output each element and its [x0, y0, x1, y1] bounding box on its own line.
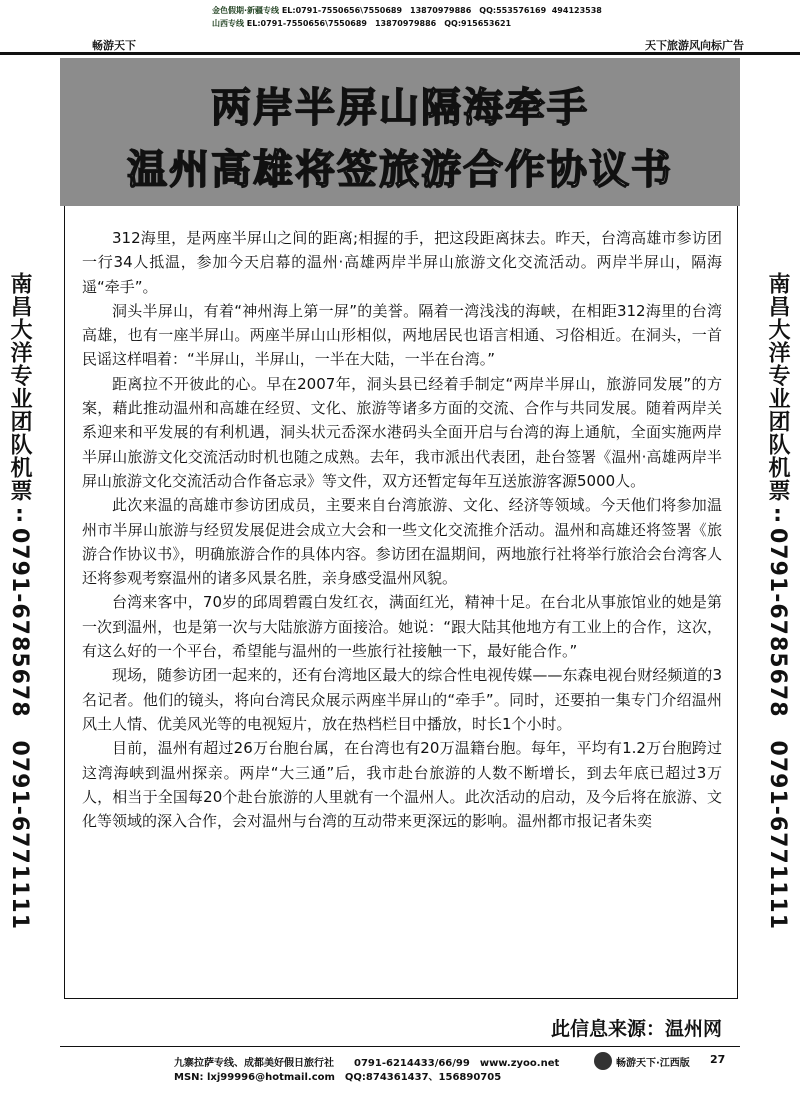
- side-ad-left-label: 南昌大洋专业团队机票:: [7, 272, 32, 528]
- article-source: 此信息来源：温州网: [550, 1018, 722, 1040]
- side-ad-left: [2, 272, 36, 930]
- side-ad-right-phones: 0791-6785678 0791-6771111: [765, 528, 790, 931]
- header-line1-tag: 金色假期·新疆专线: [212, 6, 280, 15]
- side-ad-right-label: 南昌大洋专业团队机票:: [765, 272, 790, 528]
- header-left-title: 畅游天下: [92, 39, 136, 52]
- article-paragraph: 台湾来客中，70岁的邱周碧霞白发红衣，满面红光，精神十足。在台北从事旅馆业的她是第一次到温州，也是第一次与大陆旅游方面接洽。她说：“跟大陆其他地方有工业上的合作，这次，有这么好的一个平台，希望能与温州的一些旅行社接触一下，最好能合作。”: [82, 593, 722, 661]
- article-paragraph: 现场，随参访团一起来的，还有台湾地区最大的综合性电视传媒——东森电视台财经频道的3名记者。他们的镜头，将向台湾民众展示两座半屏山的“牵手”。同时，还要拍一集专门介绍温州风土人情、优美风光等的电视短片，放在热档栏目中播放，时长1个小时。: [82, 666, 722, 733]
- page-number: 27: [710, 1053, 726, 1066]
- headline-line2: 温州高雄将签旅游合作协议书: [127, 147, 673, 193]
- article-paragraph: 距离拉不开彼此的心。早在2007年，洞头县已经着手制定“两岸半屏山，旅游同发展”的方案，藉此推动温州和高雄在经贸、文化、旅游等诸多方面的交流、合作与共同发展。随着两岸关系迎来和平发展的有利机遇，洞头状元岙深水港码头全面开启与台湾的海上通航，全面实施两岸半屏山旅游文化交流活动时机也随之成熟。去年，我市派出代表团，赴台签署《温州·高雄两岸半屏山旅游文化交流活动合作备忘录》等文件，双方还暂定每年互送旅游客源5000人。: [82, 374, 722, 490]
- footer-divider: [60, 1046, 740, 1047]
- header-line1: EL:0791-7550656\7550689 13870979886 QQ:553576169 494123538: [281, 6, 602, 15]
- footer-brand: 畅游天下·江西版: [616, 1058, 690, 1069]
- header-line2: EL:0791-7550656\7550689 13870979886 QQ:915653621: [246, 19, 512, 28]
- headline-line1: 两岸半屏山隔海牵手: [211, 85, 589, 131]
- article-body: [82, 226, 722, 833]
- side-ad-left-phones: 0791-6785678 0791-6771111: [7, 528, 32, 931]
- footer-bar: [0, 1046, 800, 1100]
- article-paragraph: 洞头半屏山，有着“神州海上第一屏”的美誉。隔着一湾浅浅的海峡，在相距312海里的台湾高雄，也有一座半屏山。两座半屏山山形相似，两地居民也语言相通、习俗相近。在洞头，一首民谣这样唱着：“半屏山，半屏山，一半在大陆，一半在台湾。”: [82, 301, 722, 369]
- header-right-title: 天下旅游风向标广告: [645, 39, 744, 52]
- side-ad-right: [760, 272, 794, 930]
- footer-line1: 九寨拉萨专线、成都美好假日旅行社 0791-6214433/66/99 www.zyoo.net: [174, 1058, 560, 1069]
- article-paragraph: 目前，温州有超过26万台胞台属，在台湾也有20万温籍台胞。每年，平均有1.2万台胞跨过这湾海峡到温州探亲。两岸“大三通”后，我市赴台旅游的人数不断增长，到去年底已超过3万人，相当于全国每20个赴台旅游的人里就有一个温州人。此次活动的启动，及今后将在旅游、文化等领域的深入合作，会对温州与台湾的互动带来更深远的影响。温州都市报记者朱奕: [82, 739, 722, 831]
- footer-line2: MSN: lxj99996@hotmail.com QQ:874361437、156890705: [174, 1072, 502, 1083]
- header-line2-tag: 山西专线: [212, 19, 244, 28]
- article-paragraph: 312海里，是两座半屏山之间的距离;相握的手，把这段距离抹去。昨天，台湾高雄市参访团一行34人抵温，参加今天启幕的温州·高雄两岸半屏山旅游文化交流活动。两岸半屏山，隔海遥“牵手”。: [82, 229, 722, 296]
- article-paragraph: 此次来温的高雄市参访团成员，主要来自台湾旅游、文化、经济等领域。今天他们将参加温州市半屏山旅游与经贸发展促进会成立大会和一些文化交流推介活动。温州和高雄还将签署《旅游合作协议书》，明确旅游合作的具体内容。参访团在温期间，两地旅行社将举行旅洽会台湾客人还将参观考察温州的诸多风景名胜，亲身感受温州风貌。: [82, 496, 722, 588]
- logo-icon: [594, 1052, 612, 1070]
- header-contact-lines: [212, 4, 602, 30]
- headline-banner: [60, 58, 740, 206]
- header-bar: [0, 0, 800, 55]
